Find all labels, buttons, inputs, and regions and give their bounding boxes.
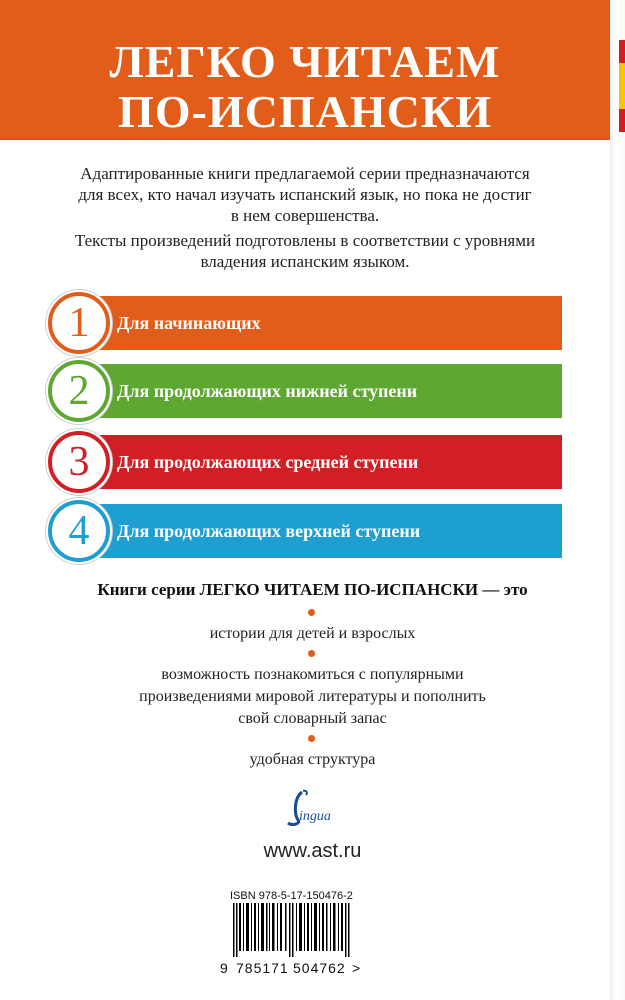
feature-2-line: свой словарный запас — [238, 710, 387, 727]
level-3-badge — [48, 431, 110, 493]
level-4-row — [62, 504, 562, 558]
level-4-badge — [48, 500, 110, 562]
level-3-number: 3 — [68, 439, 90, 485]
feature-1: истории для детей и взрослых — [209, 625, 416, 642]
level-2-badge — [48, 360, 110, 422]
series-title-line1: ЛЕГКО ЧИТАЕМ — [109, 36, 501, 87]
lingua-logo — [272, 788, 352, 828]
bullet-dot — [308, 650, 315, 657]
barcode-digits-group2: 504762 — [293, 960, 346, 976]
intro-line: Тексты произведений подготовлены в соответствии с уровнями — [74, 231, 536, 250]
feature-2 — [60, 664, 565, 730]
intro-line: в нем совершенства. — [230, 206, 380, 225]
feature-2-line: возможность познакомиться с популярными — [161, 666, 464, 683]
bullet-dot — [308, 735, 315, 742]
isbn-label: ISBN 978-5-17-150476-2 — [230, 890, 353, 902]
level-4-number: 4 — [68, 508, 90, 554]
feature-2-line: произведениями мировой литературы и пополнить — [139, 688, 486, 705]
intro-line: Адаптированные книги предлагаемой серии предназначаются — [80, 164, 530, 183]
barcode-end-marker: > — [352, 960, 362, 976]
publisher-url[interactable]: www.ast.ru — [263, 840, 362, 862]
barcode-digits-group1: 785171 — [236, 960, 289, 976]
level-2-number: 2 — [68, 368, 90, 414]
level-1-label: Для начинающих — [117, 313, 261, 333]
intro-line: владения испанским языком. — [200, 252, 410, 271]
series-title-line2: ПО-ИСПАНСКИ — [117, 86, 492, 137]
level-1-badge — [48, 292, 110, 354]
spain-flag-stripe — [619, 40, 625, 132]
series-features-heading: Книги серии ЛЕГКО ЧИТАЕМ ПО-ИСПАНСКИ — это — [97, 580, 528, 599]
bullet-dot — [308, 609, 315, 616]
level-2-label: Для продолжающих нижней ступени — [117, 381, 418, 401]
barcode-digit-first: 9 — [220, 960, 229, 976]
barcode — [229, 903, 359, 957]
level-2-bar — [62, 364, 562, 418]
level-1-number: 1 — [68, 300, 90, 346]
level-1-bar — [62, 296, 562, 350]
svg-text:ingua: ingua — [299, 809, 331, 824]
intro-paragraph-1 — [40, 163, 570, 226]
level-4-bar — [62, 504, 562, 558]
level-3-label: Для продолжающих средней ступени — [117, 452, 419, 472]
feature-3: удобная структура — [249, 751, 376, 768]
header-banner — [0, 0, 610, 140]
level-3-row — [62, 435, 562, 489]
intro-line: для всех, кто начал изучать испанский язык, но пока не достиг — [78, 185, 532, 204]
level-3-bar — [62, 435, 562, 489]
level-1-row — [62, 296, 562, 350]
intro-paragraph-2 — [40, 230, 570, 272]
level-4-label: Для продолжающих верхней ступени — [117, 521, 421, 541]
level-2-row — [62, 364, 562, 418]
